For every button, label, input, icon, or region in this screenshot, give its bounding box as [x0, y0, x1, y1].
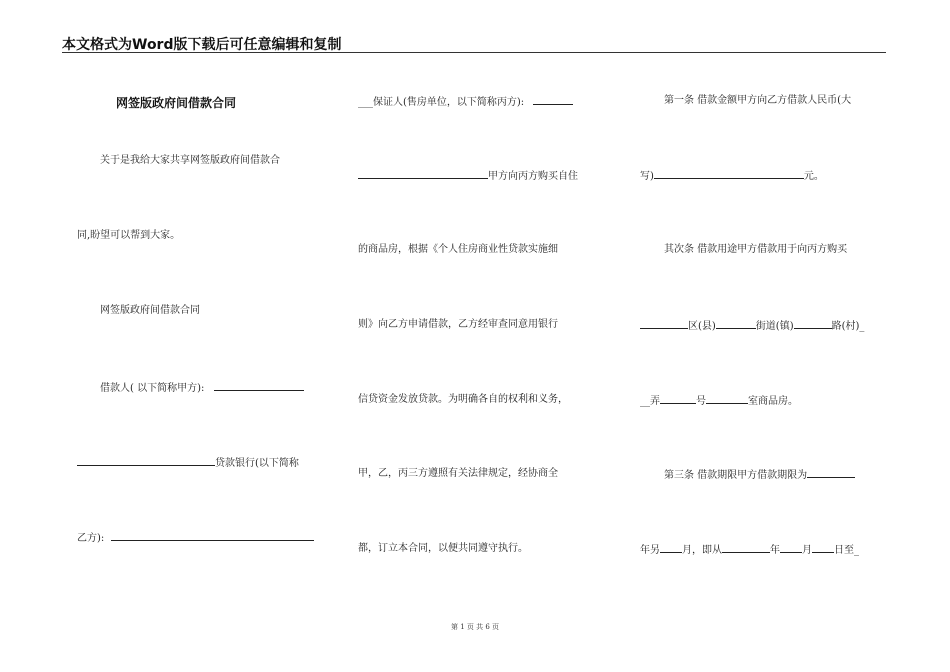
year-label: 年 [770, 545, 780, 556]
col1-bank-line [77, 455, 299, 471]
header-divider [62, 52, 886, 53]
years-label: 年另 [640, 545, 660, 556]
number-label: 号 [696, 396, 706, 407]
months-blank [660, 542, 682, 553]
partyb-blank [111, 530, 314, 541]
bank-blank [77, 455, 215, 466]
col2-line-2 [358, 168, 578, 184]
bank-label: 贷款银行(以下简称 [215, 458, 299, 469]
col2-guarantor-line [358, 94, 573, 110]
term-label: 第三条 借款期限甲方借款期限为 [664, 470, 808, 481]
district-blank [640, 318, 688, 329]
room-blank [706, 393, 748, 404]
col2-line-5: 信贷资金发放贷款。为明确各自的权利和义务， [358, 394, 568, 405]
street-label: 街道(镇) [755, 321, 794, 332]
district-label: 区(县) [688, 321, 716, 332]
month-label: 月 [802, 545, 812, 556]
borrower-blank [214, 380, 304, 391]
start-month-blank [780, 542, 802, 553]
amount-prefix: 写) [640, 171, 654, 182]
guarantor-blank [533, 94, 573, 105]
guarantor-label: ___保证人(售房单位，以下简称丙方): [358, 97, 525, 108]
col2-line-3: 的商品房，根据《个人住房商业性贷款实施细 [358, 244, 558, 255]
col1-line-1: 关于是我给大家共享网签版政府间借款合 [100, 155, 280, 166]
document-title: 网签版政府间借款合同 [116, 96, 237, 110]
page-header-title: 本文格式为Word版下载后可任意编辑和复制 [62, 37, 342, 53]
road-label: 路(村)_ [831, 321, 865, 332]
lane-label: __弄 [640, 396, 660, 407]
day-label: 日至_ [834, 545, 859, 556]
col3-lane-line [640, 393, 798, 409]
amount-blank [654, 168, 804, 179]
street-blank [716, 318, 756, 329]
room-label: 室商品房。 [748, 396, 798, 407]
col3-dates-line [640, 542, 859, 558]
col3-article3-line [664, 467, 855, 483]
page-footer: 第 1 页 共 6 页 [450, 623, 500, 631]
col1-line-3: 网签版政府间借款合同 [100, 305, 200, 316]
col2-line-7: 都，订立本合同，以便共同遵守执行。 [358, 543, 528, 554]
start-day-blank [812, 542, 834, 553]
purchase-blank [358, 168, 488, 179]
col3-amount-line [640, 168, 824, 184]
col1-borrower-line [100, 380, 304, 396]
amount-suffix: 元。 [803, 171, 824, 182]
col1-line-2: 同,盼望可以帮到大家。 [77, 230, 181, 241]
col2-line-6: 甲，乙，丙三方遵照有关法律规定，经协商全 [358, 468, 558, 479]
start-year-blank [722, 542, 770, 553]
road-blank [794, 318, 832, 329]
term-blank [807, 467, 855, 478]
from-label: 月，即从 [682, 545, 722, 556]
col3-article1-line: 第一条 借款金额甲方向乙方借款人民币(大 [664, 95, 852, 106]
lane-blank [660, 393, 696, 404]
partyb-label: 乙方): [77, 533, 105, 544]
purchase-label: 甲方向丙方购买自住 [488, 171, 578, 182]
borrower-label: 借款人( 以下简称甲方): [100, 383, 205, 394]
col3-address-line [640, 318, 864, 334]
col2-line-4: 则》向乙方申请借款，乙方经审查同意用银行 [358, 319, 558, 330]
col1-partyb-line [77, 530, 314, 546]
col3-article2-line: 其次条 借款用途甲方借款用于向丙方购买 [664, 244, 848, 255]
